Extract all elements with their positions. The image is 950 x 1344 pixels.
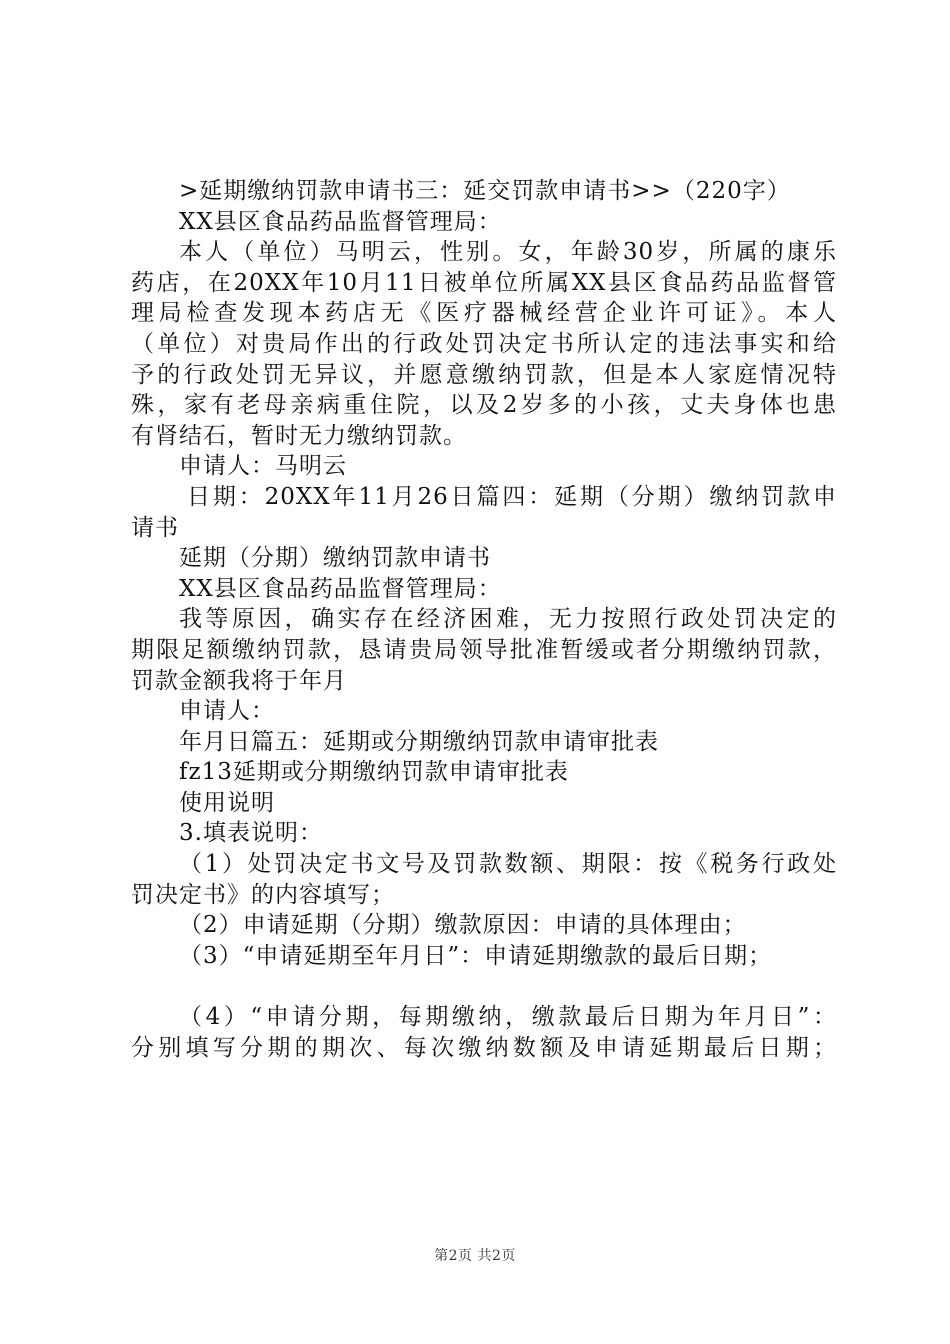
paragraph-line: 理局检查发现本药店无《医疗器械经营企业许可证》。本人	[131, 300, 837, 327]
list-item: （4）“申请分期，每期缴纳，缴款最后日期为年月日”：	[179, 1004, 837, 1031]
paragraph-line: 药店，在20XX年10月11日被单位所属XX县区食品药品监督管	[131, 269, 837, 296]
paragraph-line: 本人（单位）马明云，性别。女，年龄30岁，所属的康乐	[179, 239, 837, 266]
paragraph-line: 予的行政处罚无异议，并愿意缴纳罚款，但是本人家庭情况特	[131, 361, 837, 388]
addressee-line: XX县区食品药品监督管理局：	[179, 575, 502, 602]
list-item: （1）处罚决定书文号及罚款数额、期限：按《税务行政处	[179, 851, 837, 878]
section-title: 3.填表说明：	[179, 820, 323, 847]
list-item: 罚决定书》的内容填写；	[131, 881, 395, 908]
paragraph-line: 请书	[131, 514, 179, 541]
paragraph-line: 罚款金额我将于年月	[131, 667, 347, 694]
paragraph-line: 期限足额缴纳罚款，恳请贵局领导批准暂缓或者分期缴纳罚款，	[131, 636, 837, 663]
addressee-line: XX县区食品药品监督管理局：	[179, 208, 502, 235]
date-line: 日期：20XX年11月26日篇四：延期（分期）缴纳罚款申	[187, 483, 837, 510]
paragraph-line: （单位）对贵局作出的行政处罚决定书所认定的违法事实和给	[131, 330, 837, 357]
paragraph-line: 有肾结石，暂时无力缴纳罚款。	[131, 422, 467, 449]
list-item: （3）“申请延期至年月日”：申请延期缴款的最后日期；	[179, 942, 773, 969]
list-item: 分别填写分期的期次、每次缴纳数额及申请延期最后日期；	[131, 1034, 837, 1061]
paragraph-line: 年月日篇五：延期或分期缴纳罚款申请审批表	[179, 728, 659, 755]
section-title: 使用说明	[179, 789, 275, 816]
paragraph-line: 我等原因，确实存在经济困难，无力按照行政处罚决定的	[179, 606, 837, 633]
applicant-line: 申请人：马明云	[179, 453, 347, 480]
paragraph-heading-line: >延期缴纳罚款申请书三：延交罚款申请书>>（220字）	[179, 178, 791, 204]
document-body	[131, 176, 837, 1063]
paragraph-line: 殊，家有老母亲病重住院，以及2岁多的小孩，丈夫身体也患	[131, 392, 837, 419]
list-item: （2）申请延期（分期）缴款原因：申请的具体理由；	[179, 912, 747, 939]
section-title: fz13延期或分期缴纳罚款申请审批表	[179, 759, 569, 786]
applicant-line: 申请人：	[179, 698, 275, 725]
page-number-footer: 第2页 共2页	[434, 1248, 516, 1264]
blank-line	[131, 971, 837, 1002]
section-title: 延期（分期）缴纳罚款申请书	[179, 545, 491, 572]
